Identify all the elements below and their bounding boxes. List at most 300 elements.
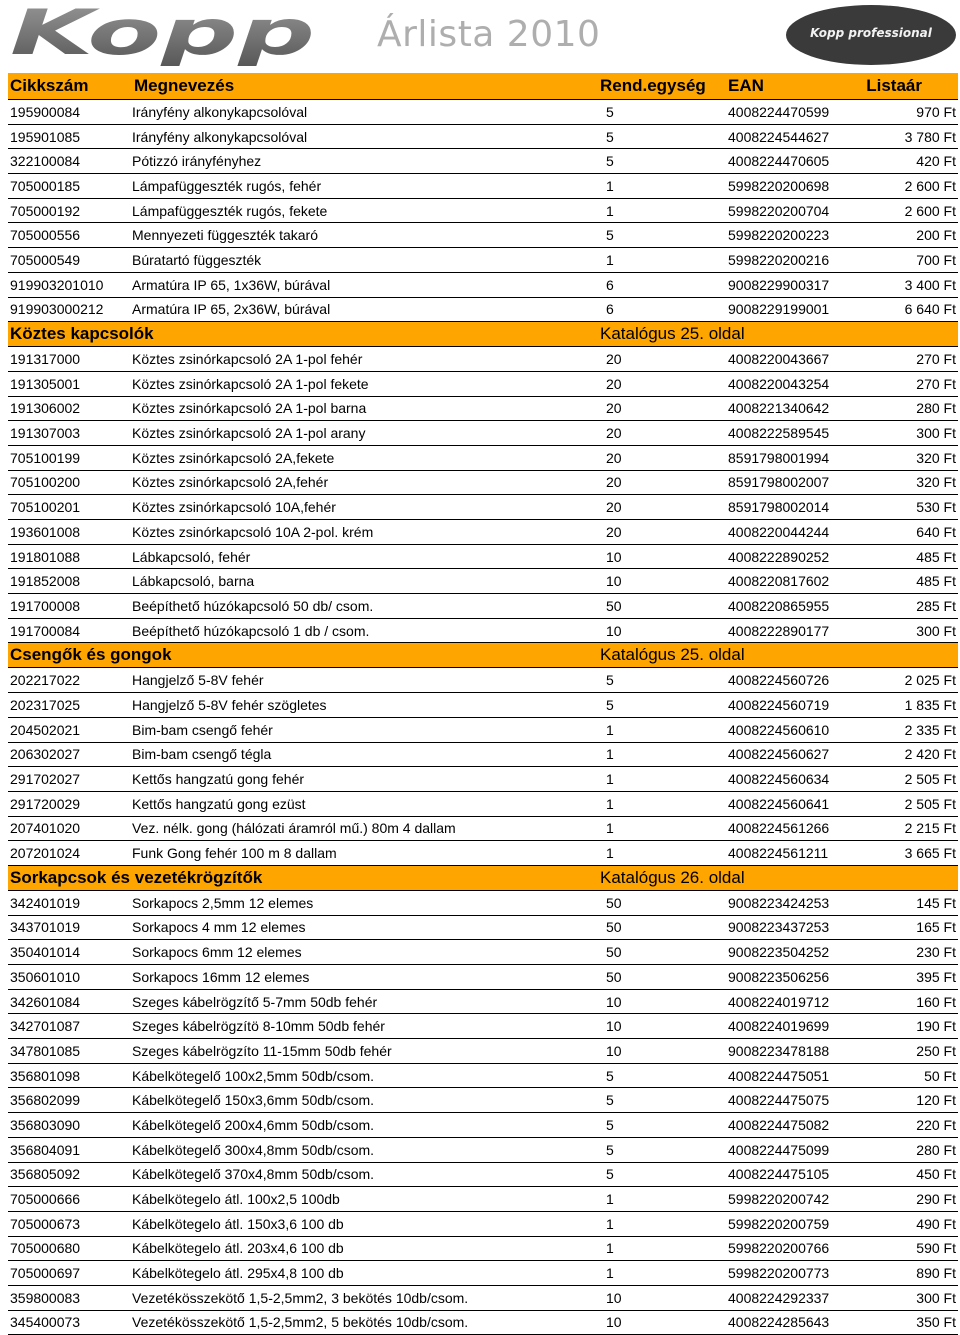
table-row <box>8 742 958 767</box>
cell-ean: 4008224285643 <box>726 1310 862 1335</box>
cell-ean: 4008224470599 <box>726 100 862 125</box>
cell-cikkszam: 705100200 <box>8 470 132 495</box>
cell-ean: 8591798002014 <box>726 495 862 520</box>
cell-megnevezes: Köztes zsinórkapcsoló 2A 1-pol fehér <box>132 347 600 372</box>
section-catalog-reference: Katalógus 25. oldal <box>600 643 958 668</box>
cell-cikkszam: 342401019 <box>8 890 132 915</box>
cell-ean: 4008222890252 <box>726 544 862 569</box>
cell-listaar: 485 Ft <box>862 544 958 569</box>
cell-cikkszam: 705000666 <box>8 1187 132 1212</box>
cell-ean: 9008223437253 <box>726 915 862 940</box>
cell-megnevezes: Köztes zsinórkapcsoló 2A 1-pol arany <box>132 421 600 446</box>
cell-megnevezes: Bim-bam csengő tégla <box>132 742 600 767</box>
cell-cikkszam: 356803090 <box>8 1113 132 1138</box>
cell-ean: 4008224475105 <box>726 1162 862 1187</box>
cell-listaar: 2 505 Ft <box>862 791 958 816</box>
cell-megnevezes: Kábelkötegelo átl. 203x4,6 100 db <box>132 1236 600 1261</box>
table-row <box>8 1088 958 1113</box>
price-list-table <box>8 73 958 1335</box>
cell-listaar: 3 400 Ft <box>862 272 958 297</box>
cell-ean: 4008224560627 <box>726 742 862 767</box>
section-header-row <box>8 865 958 890</box>
cell-megnevezes: Köztes zsinórkapcsoló 2A,fehér <box>132 470 600 495</box>
table-row <box>8 100 958 125</box>
cell-megnevezes: Vez. nélk. gong (hálózati áramról mű.) 80m 4 dallam <box>132 816 600 841</box>
cell-rend-egyseg: 10 <box>600 1310 726 1335</box>
cell-ean: 5998220200773 <box>726 1261 862 1286</box>
cell-megnevezes: Hangjelző 5-8V fehér szögletes <box>132 693 600 718</box>
cell-rend-egyseg: 1 <box>600 767 726 792</box>
cell-rend-egyseg: 10 <box>600 1039 726 1064</box>
cell-ean: 8591798002007 <box>726 470 862 495</box>
svg-text:Kopp: Kopp <box>10 4 315 66</box>
cell-megnevezes: Sorkapocs 16mm 12 elemes <box>132 965 600 990</box>
cell-rend-egyseg: 10 <box>600 569 726 594</box>
table-row <box>8 767 958 792</box>
cell-rend-egyseg: 10 <box>600 618 726 643</box>
cell-ean: 4008224475099 <box>726 1137 862 1162</box>
table-row <box>8 594 958 619</box>
cell-ean: 4008222890177 <box>726 618 862 643</box>
cell-megnevezes: Köztes zsinórkapcsoló 10A 2-pol. krém <box>132 520 600 545</box>
cell-megnevezes: Pótizzó irányfényhez <box>132 149 600 174</box>
table-row <box>8 520 958 545</box>
cell-cikkszam: 359800083 <box>8 1285 132 1310</box>
section-catalog-reference: Katalógus 25. oldal <box>600 322 958 347</box>
table-row <box>8 149 958 174</box>
cell-cikkszam: 705000549 <box>8 248 132 273</box>
cell-ean: 4008224560641 <box>726 791 862 816</box>
cell-rend-egyseg: 10 <box>600 1014 726 1039</box>
cell-listaar: 320 Ft <box>862 445 958 470</box>
cell-listaar: 970 Ft <box>862 100 958 125</box>
table-row <box>8 569 958 594</box>
cell-cikkszam: 343701019 <box>8 915 132 940</box>
cell-listaar: 890 Ft <box>862 1261 958 1286</box>
cell-cikkszam: 206302027 <box>8 742 132 767</box>
cell-megnevezes: Köztes zsinórkapcsoló 2A,fekete <box>132 445 600 470</box>
table-row <box>8 445 958 470</box>
cell-listaar: 350 Ft <box>862 1310 958 1335</box>
cell-listaar: 3 665 Ft <box>862 841 958 866</box>
table-row <box>8 915 958 940</box>
cell-listaar: 490 Ft <box>862 1211 958 1236</box>
table-row <box>8 668 958 693</box>
table-row <box>8 1137 958 1162</box>
cell-ean: 5998220200704 <box>726 198 862 223</box>
cell-ean: 5998220200759 <box>726 1211 862 1236</box>
cell-ean: 4008224544627 <box>726 124 862 149</box>
cell-cikkszam: 207401020 <box>8 816 132 841</box>
cell-cikkszam: 195900084 <box>8 100 132 125</box>
cell-listaar: 530 Ft <box>862 495 958 520</box>
cell-rend-egyseg: 20 <box>600 421 726 446</box>
cell-listaar: 220 Ft <box>862 1113 958 1138</box>
kopp-professional-badge <box>786 5 956 65</box>
cell-ean: 4008224560719 <box>726 693 862 718</box>
cell-megnevezes: Sorkapocs 2,5mm 12 elemes <box>132 890 600 915</box>
table-row <box>8 965 958 990</box>
cell-rend-egyseg: 6 <box>600 272 726 297</box>
cell-cikkszam: 191700084 <box>8 618 132 643</box>
cell-megnevezes: Kábelkötegelő 150x3,6mm 50db/csom. <box>132 1088 600 1113</box>
cell-rend-egyseg: 1 <box>600 1236 726 1261</box>
cell-ean: 5998220200223 <box>726 223 862 248</box>
table-row <box>8 841 958 866</box>
cell-megnevezes: Sorkapocs 6mm 12 elemes <box>132 940 600 965</box>
cell-megnevezes: Kábelkötegelő 370x4,8mm 50db/csom. <box>132 1162 600 1187</box>
table-row <box>8 198 958 223</box>
cell-cikkszam: 191700008 <box>8 594 132 619</box>
cell-cikkszam: 342601084 <box>8 989 132 1014</box>
cell-listaar: 280 Ft <box>862 1137 958 1162</box>
cell-cikkszam: 350401014 <box>8 940 132 965</box>
cell-rend-egyseg: 5 <box>600 223 726 248</box>
cell-megnevezes: Kábelkötegelo átl. 100x2,5 100db <box>132 1187 600 1212</box>
cell-listaar: 280 Ft <box>862 396 958 421</box>
cell-rend-egyseg: 20 <box>600 445 726 470</box>
table-row <box>8 495 958 520</box>
cell-rend-egyseg: 1 <box>600 791 726 816</box>
cell-listaar: 50 Ft <box>862 1063 958 1088</box>
cell-ean: 4008224292337 <box>726 1285 862 1310</box>
cell-ean: 5998220200698 <box>726 174 862 199</box>
cell-rend-egyseg: 1 <box>600 841 726 866</box>
cell-megnevezes: Hangjelző 5-8V fehér <box>132 668 600 693</box>
table-row <box>8 396 958 421</box>
cell-megnevezes: Irányfény alkonykapcsolóval <box>132 124 600 149</box>
table-row <box>8 223 958 248</box>
table-row <box>8 297 958 322</box>
cell-ean: 4008221340642 <box>726 396 862 421</box>
cell-ean: 5998220200216 <box>726 248 862 273</box>
table-row <box>8 371 958 396</box>
section-title: Csengők és gongok <box>8 643 600 668</box>
cell-rend-egyseg: 1 <box>600 1211 726 1236</box>
cell-listaar: 300 Ft <box>862 618 958 643</box>
cell-listaar: 120 Ft <box>862 1088 958 1113</box>
table-row <box>8 1261 958 1286</box>
cell-rend-egyseg: 1 <box>600 742 726 767</box>
cell-megnevezes: Beépíthető húzókapcsoló 50 db/ csom. <box>132 594 600 619</box>
cell-ean: 4008220865955 <box>726 594 862 619</box>
cell-rend-egyseg: 5 <box>600 124 726 149</box>
cell-cikkszam: 705000556 <box>8 223 132 248</box>
cell-cikkszam: 347801085 <box>8 1039 132 1064</box>
cell-rend-egyseg: 20 <box>600 396 726 421</box>
cell-ean: 4008224561211 <box>726 841 862 866</box>
cell-listaar: 230 Ft <box>862 940 958 965</box>
cell-listaar: 2 420 Ft <box>862 742 958 767</box>
cell-cikkszam: 356804091 <box>8 1137 132 1162</box>
cell-listaar: 270 Ft <box>862 347 958 372</box>
cell-megnevezes: Búratartó függeszték <box>132 248 600 273</box>
cell-ean: 4008224475082 <box>726 1113 862 1138</box>
column-header-cikkszam: Cikkszám <box>8 73 132 100</box>
cell-megnevezes: Kábelkötegelő 300x4,8mm 50db/csom. <box>132 1137 600 1162</box>
section-title: Köztes kapcsolók <box>8 322 600 347</box>
cell-cikkszam: 705100201 <box>8 495 132 520</box>
table-row <box>8 347 958 372</box>
cell-rend-egyseg: 5 <box>600 149 726 174</box>
cell-cikkszam: 356805092 <box>8 1162 132 1187</box>
cell-ean: 9008223506256 <box>726 965 862 990</box>
column-header-listaar: Listaár <box>862 73 958 100</box>
cell-cikkszam: 705000185 <box>8 174 132 199</box>
cell-rend-egyseg: 20 <box>600 470 726 495</box>
cell-rend-egyseg: 50 <box>600 594 726 619</box>
section-title: Sorkapcsok és vezetékrögzítők <box>8 865 600 890</box>
cell-listaar: 395 Ft <box>862 965 958 990</box>
cell-megnevezes: Vezetékösszekötő 1,5-2,5mm2, 5 bekötés 10db/csom. <box>132 1310 600 1335</box>
cell-rend-egyseg: 1 <box>600 248 726 273</box>
cell-rend-egyseg: 5 <box>600 1088 726 1113</box>
cell-rend-egyseg: 1 <box>600 717 726 742</box>
cell-cikkszam: 191305001 <box>8 371 132 396</box>
cell-listaar: 590 Ft <box>862 1236 958 1261</box>
table-row <box>8 940 958 965</box>
table-body <box>8 100 958 1335</box>
cell-listaar: 2 025 Ft <box>862 668 958 693</box>
cell-listaar: 2 505 Ft <box>862 767 958 792</box>
cell-megnevezes: Köztes zsinórkapcsoló 2A 1-pol fekete <box>132 371 600 396</box>
table-row <box>8 1039 958 1064</box>
cell-listaar: 2 600 Ft <box>862 174 958 199</box>
cell-listaar: 2 600 Ft <box>862 198 958 223</box>
cell-rend-egyseg: 50 <box>600 940 726 965</box>
cell-megnevezes: Köztes zsinórkapcsoló 10A,fehér <box>132 495 600 520</box>
table-row <box>8 470 958 495</box>
cell-cikkszam: 191852008 <box>8 569 132 594</box>
cell-megnevezes: Szeges kábelrögzíto 11-15mm 50db fehér <box>132 1039 600 1064</box>
cell-cikkszam: 919903000212 <box>8 297 132 322</box>
cell-ean: 4008220043254 <box>726 371 862 396</box>
cell-cikkszam: 202217022 <box>8 668 132 693</box>
kopp-logo <box>8 4 318 66</box>
cell-rend-egyseg: 5 <box>600 1162 726 1187</box>
cell-rend-egyseg: 20 <box>600 520 726 545</box>
page-title: Árlista 2010 <box>377 14 601 55</box>
cell-megnevezes: Köztes zsinórkapcsoló 2A 1-pol barna <box>132 396 600 421</box>
cell-ean: 9008223504252 <box>726 940 862 965</box>
cell-ean: 4008224019712 <box>726 989 862 1014</box>
cell-rend-egyseg: 1 <box>600 1187 726 1212</box>
cell-listaar: 145 Ft <box>862 890 958 915</box>
table-row <box>8 1211 958 1236</box>
table-row <box>8 717 958 742</box>
cell-cikkszam: 705100199 <box>8 445 132 470</box>
cell-listaar: 6 640 Ft <box>862 297 958 322</box>
cell-listaar: 270 Ft <box>862 371 958 396</box>
cell-listaar: 1 835 Ft <box>862 693 958 718</box>
cell-rend-egyseg: 1 <box>600 198 726 223</box>
cell-listaar: 290 Ft <box>862 1187 958 1212</box>
cell-ean: 4008220044244 <box>726 520 862 545</box>
cell-cikkszam: 191317000 <box>8 347 132 372</box>
table-row <box>8 248 958 273</box>
cell-listaar: 640 Ft <box>862 520 958 545</box>
cell-megnevezes: Bim-bam csengő fehér <box>132 717 600 742</box>
cell-ean: 4008224560726 <box>726 668 862 693</box>
cell-listaar: 160 Ft <box>862 989 958 1014</box>
cell-listaar: 450 Ft <box>862 1162 958 1187</box>
table-row <box>8 1113 958 1138</box>
cell-listaar: 2 215 Ft <box>862 816 958 841</box>
cell-megnevezes: Kettős hangzatú gong ezüst <box>132 791 600 816</box>
cell-listaar: 420 Ft <box>862 149 958 174</box>
cell-cikkszam: 322100084 <box>8 149 132 174</box>
cell-ean: 9008229900317 <box>726 272 862 297</box>
cell-rend-egyseg: 5 <box>600 1137 726 1162</box>
cell-cikkszam: 356801098 <box>8 1063 132 1088</box>
cell-rend-egyseg: 1 <box>600 816 726 841</box>
cell-cikkszam: 202317025 <box>8 693 132 718</box>
cell-ean: 9008223424253 <box>726 890 862 915</box>
cell-listaar: 320 Ft <box>862 470 958 495</box>
cell-ean: 4008224560610 <box>726 717 862 742</box>
cell-cikkszam: 291720029 <box>8 791 132 816</box>
cell-listaar: 285 Ft <box>862 594 958 619</box>
cell-listaar: 2 335 Ft <box>862 717 958 742</box>
cell-cikkszam: 193601008 <box>8 520 132 545</box>
cell-megnevezes: Lámpafüggeszték rugós, fehér <box>132 174 600 199</box>
cell-rend-egyseg: 20 <box>600 495 726 520</box>
cell-rend-egyseg: 5 <box>600 1113 726 1138</box>
cell-rend-egyseg: 50 <box>600 890 726 915</box>
table-row <box>8 1236 958 1261</box>
cell-ean: 5998220200742 <box>726 1187 862 1212</box>
cell-ean: 4008224470605 <box>726 149 862 174</box>
cell-cikkszam: 191801088 <box>8 544 132 569</box>
cell-ean: 4008224561266 <box>726 816 862 841</box>
cell-cikkszam: 705000192 <box>8 198 132 223</box>
cell-cikkszam: 342701087 <box>8 1014 132 1039</box>
cell-ean: 9008229199001 <box>726 297 862 322</box>
cell-rend-egyseg: 10 <box>600 1285 726 1310</box>
cell-megnevezes: Lámpafüggeszték rugós, fekete <box>132 198 600 223</box>
cell-megnevezes: Funk Gong fehér 100 m 8 dallam <box>132 841 600 866</box>
cell-listaar: 200 Ft <box>862 223 958 248</box>
cell-ean: 8591798001994 <box>726 445 862 470</box>
cell-rend-egyseg: 5 <box>600 668 726 693</box>
cell-cikkszam: 195901085 <box>8 124 132 149</box>
column-header-megnevezes: Megnevezés <box>132 73 600 100</box>
table-row <box>8 618 958 643</box>
cell-rend-egyseg: 20 <box>600 371 726 396</box>
section-header-row <box>8 322 958 347</box>
cell-listaar: 300 Ft <box>862 421 958 446</box>
table-row <box>8 421 958 446</box>
cell-cikkszam: 345400073 <box>8 1310 132 1335</box>
cell-megnevezes: Kábelkötegelő 100x2,5mm 50db/csom. <box>132 1063 600 1088</box>
cell-rend-egyseg: 20 <box>600 347 726 372</box>
table-row <box>8 890 958 915</box>
cell-rend-egyseg: 6 <box>600 297 726 322</box>
table-row <box>8 1063 958 1088</box>
cell-cikkszam: 350601010 <box>8 965 132 990</box>
cell-megnevezes: Sorkapocs 4 mm 12 elemes <box>132 915 600 940</box>
cell-listaar: 3 780 Ft <box>862 124 958 149</box>
table-row <box>8 544 958 569</box>
cell-rend-egyseg: 1 <box>600 174 726 199</box>
section-catalog-reference: Katalógus 26. oldal <box>600 865 958 890</box>
cell-megnevezes: Vezetékösszekötő 1,5-2,5mm2, 3 bekötés 10db/csom. <box>132 1285 600 1310</box>
cell-cikkszam: 204502021 <box>8 717 132 742</box>
table-row <box>8 989 958 1014</box>
cell-ean: 4008224560634 <box>726 767 862 792</box>
cell-cikkszam: 356802099 <box>8 1088 132 1113</box>
cell-listaar: 485 Ft <box>862 569 958 594</box>
table-row <box>8 1285 958 1310</box>
cell-cikkszam: 705000680 <box>8 1236 132 1261</box>
cell-listaar: 700 Ft <box>862 248 958 273</box>
cell-rend-egyseg: 5 <box>600 693 726 718</box>
table-row <box>8 1014 958 1039</box>
cell-cikkszam: 919903201010 <box>8 272 132 297</box>
cell-ean: 4008224475051 <box>726 1063 862 1088</box>
cell-rend-egyseg: 5 <box>600 100 726 125</box>
cell-megnevezes: Lábkapcsoló, barna <box>132 569 600 594</box>
cell-ean: 5998220200766 <box>726 1236 862 1261</box>
cell-ean: 4008224475075 <box>726 1088 862 1113</box>
cell-megnevezes: Kettős hangzatú gong fehér <box>132 767 600 792</box>
cell-cikkszam: 207201024 <box>8 841 132 866</box>
cell-cikkszam: 291702027 <box>8 767 132 792</box>
cell-listaar: 165 Ft <box>862 915 958 940</box>
table-row <box>8 1187 958 1212</box>
cell-megnevezes: Kábelkötegelő 200x4,6mm 50db/csom. <box>132 1113 600 1138</box>
cell-listaar: 300 Ft <box>862 1285 958 1310</box>
table-header-row <box>8 73 958 100</box>
cell-rend-egyseg: 5 <box>600 1063 726 1088</box>
cell-rend-egyseg: 50 <box>600 915 726 940</box>
cell-megnevezes: Mennyezeti függeszték takaró <box>132 223 600 248</box>
cell-rend-egyseg: 1 <box>600 1261 726 1286</box>
cell-cikkszam: 705000673 <box>8 1211 132 1236</box>
table-row <box>8 1162 958 1187</box>
cell-megnevezes: Szeges kábelrögzítö 8-10mm 50db fehér <box>132 1014 600 1039</box>
table-row <box>8 791 958 816</box>
cell-megnevezes: Lábkapcsoló, fehér <box>132 544 600 569</box>
cell-ean: 4008220043667 <box>726 347 862 372</box>
column-header-ean: EAN <box>726 73 862 100</box>
page-header <box>0 0 960 73</box>
cell-megnevezes: Armatúra IP 65, 1x36W, búrával <box>132 272 600 297</box>
cell-rend-egyseg: 50 <box>600 965 726 990</box>
table-row <box>8 693 958 718</box>
cell-listaar: 190 Ft <box>862 1014 958 1039</box>
cell-megnevezes: Irányfény alkonykapcsolóval <box>132 100 600 125</box>
cell-megnevezes: Kábelkötegelo átl. 295x4,8 100 db <box>132 1261 600 1286</box>
cell-megnevezes: Beépíthető húzókapcsoló 1 db / csom. <box>132 618 600 643</box>
cell-listaar: 250 Ft <box>862 1039 958 1064</box>
table-row <box>8 272 958 297</box>
column-header-rend-egyseg: Rend.egység <box>600 73 726 100</box>
cell-ean: 9008223478188 <box>726 1039 862 1064</box>
cell-cikkszam: 191307003 <box>8 421 132 446</box>
cell-cikkszam: 705000697 <box>8 1261 132 1286</box>
badge-label: Kopp professional <box>810 26 932 40</box>
cell-ean: 4008224019699 <box>726 1014 862 1039</box>
section-header-row <box>8 643 958 668</box>
table-row <box>8 1310 958 1335</box>
table-row <box>8 124 958 149</box>
cell-megnevezes: Armatúra IP 65, 2x36W, búrával <box>132 297 600 322</box>
cell-ean: 4008222589545 <box>726 421 862 446</box>
table-row <box>8 816 958 841</box>
table-row <box>8 174 958 199</box>
cell-megnevezes: Szeges kábelrögzítő 5-7mm 50db fehér <box>132 989 600 1014</box>
